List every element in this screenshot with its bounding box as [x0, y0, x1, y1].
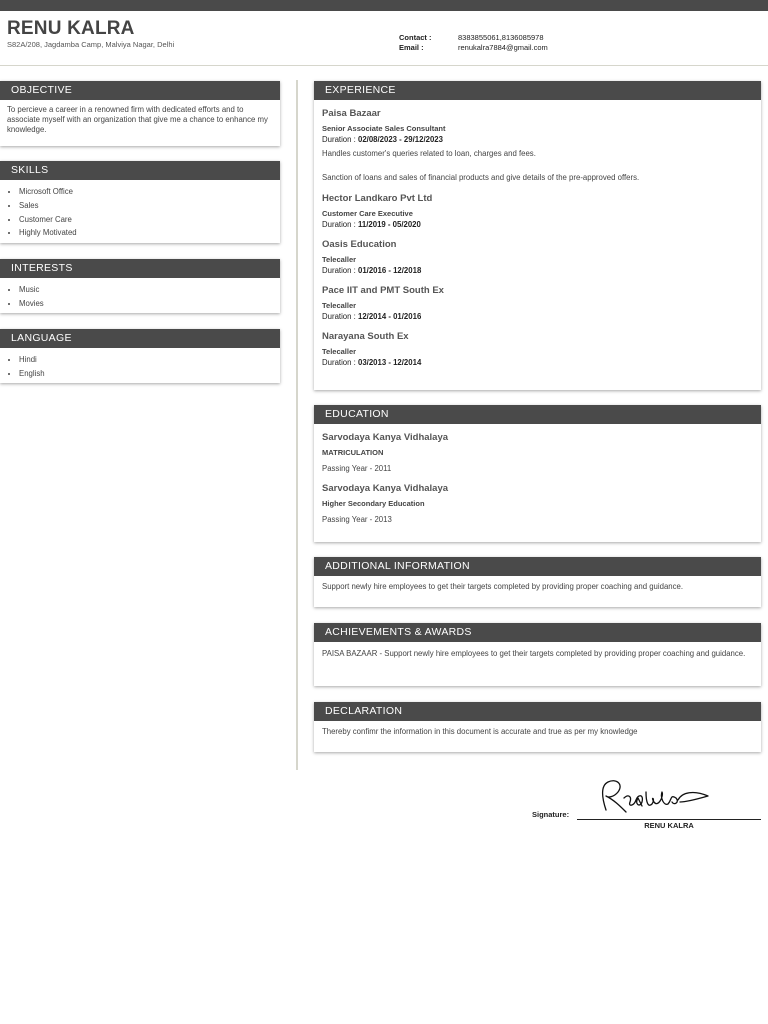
section-title: INTERESTS — [0, 259, 280, 278]
list-item: • Music — [19, 283, 273, 297]
contact-block — [399, 33, 548, 53]
education-entry — [322, 483, 753, 524]
achievements-section — [314, 623, 761, 686]
duration-value: 02/08/2023 - 29/12/2023 — [357, 135, 443, 144]
declaration-section — [314, 702, 761, 752]
candidate-address: S82A/208, Jagdamba Camp, Malviya Nagar, Delhi — [7, 40, 175, 49]
email-row — [399, 43, 548, 53]
declaration-text: Thereby confimr the information in this document is accurate and true as per my knowledge — [322, 727, 638, 736]
experience-entry — [322, 239, 753, 275]
school-name: Sarvodaya Kanya Vidhalaya — [322, 432, 449, 443]
passing-year: Passing Year - 2013 — [322, 515, 392, 524]
job-role: Telecaller — [322, 255, 357, 264]
signature-name: RENU KALRA — [644, 821, 694, 830]
education-section — [314, 405, 761, 542]
section-title: ADDITIONAL INFORMATION — [314, 557, 761, 576]
skills-section — [0, 161, 280, 243]
additional-info-section — [314, 557, 761, 607]
top-bar — [0, 0, 768, 11]
list-item: • Customer Care — [19, 213, 273, 227]
interests-body — [0, 278, 280, 316]
signature-line — [577, 819, 761, 820]
education-level: Higher Secondary Education — [322, 499, 425, 508]
section-title: ACHIEVEMENTS & AWARDS — [314, 623, 761, 642]
job-duration — [322, 358, 753, 367]
contact-row — [399, 33, 548, 43]
company-name: Hector Landkaro Pvt Ltd — [322, 193, 433, 204]
list-item: • Microsoft Office — [19, 185, 273, 199]
experience-entry — [322, 331, 753, 367]
duration-value: 12/2014 - 01/2016 — [357, 312, 422, 321]
duration-value: 03/2013 - 12/2014 — [357, 358, 422, 367]
interests-list — [7, 283, 273, 311]
section-title: DECLARATION — [314, 702, 761, 721]
list-item: • Highly Motivated — [19, 226, 273, 240]
experience-entry — [322, 108, 753, 183]
job-role: Senior Associate Sales Consultant — [322, 124, 446, 133]
list-item: • Hindi — [19, 353, 273, 367]
job-role: Telecaller — [322, 301, 357, 310]
objective-section — [0, 81, 280, 146]
job-duration — [322, 135, 753, 144]
list-item: • Sales — [19, 199, 273, 213]
language-section — [0, 329, 280, 383]
company-name: Pace IIT and PMT South Ex — [322, 285, 444, 296]
experience-body — [314, 100, 761, 383]
company-name: Narayana South Ex — [322, 331, 409, 342]
duration-label: Duration : — [322, 312, 358, 321]
education-level: MATRICULATION — [322, 448, 384, 457]
job-role: Telecaller — [322, 347, 357, 356]
signature-image — [594, 776, 714, 818]
duration-label: Duration : — [322, 266, 358, 275]
section-title: SKILLS — [0, 161, 280, 180]
section-title: LANGUAGE — [0, 329, 280, 348]
list-item: • Movies — [19, 297, 273, 311]
header-divider — [0, 65, 768, 66]
skills-list — [7, 185, 273, 240]
section-title: EXPERIENCE — [314, 81, 761, 100]
language-list — [7, 353, 273, 381]
job-duration — [322, 266, 753, 275]
interests-section — [0, 259, 280, 313]
achievements-text: PAISA BAZAAR - Support newly hire employees to get their targets completed by providing proper coaching and guidance. — [322, 649, 746, 658]
job-duration — [322, 312, 753, 321]
duration-value: 11/2019 - 05/2020 — [357, 220, 421, 229]
school-name: Sarvodaya Kanya Vidhalaya — [322, 483, 449, 494]
education-entry — [322, 432, 753, 473]
job-role: Customer Care Executive — [322, 209, 413, 218]
contact-label: Contact : — [399, 33, 432, 42]
objective-text: To percieve a career in a renowned firm with dedicated efforts and to associate myself with an organization that give me a chance to enhance my knowledge. — [7, 105, 268, 134]
section-title: EDUCATION — [314, 405, 761, 424]
email-label: Email : — [399, 43, 424, 52]
list-item: • English — [19, 367, 273, 381]
contact-value: 8383855061,8136085978 — [458, 33, 544, 42]
duration-value: 01/2016 - 12/2018 — [357, 266, 422, 275]
experience-entry — [322, 193, 753, 229]
language-body — [0, 348, 280, 386]
job-description: Sanction of loans and sales of financial products and give details of the pre-approved offers. — [322, 173, 640, 182]
duration-label: Duration : — [322, 358, 358, 367]
additional-info-text: Support newly hire employees to get their targets completed by providing proper coaching and guidance. — [322, 582, 684, 591]
experience-entry — [322, 285, 753, 321]
column-divider — [296, 80, 298, 770]
candidate-name: RENU KALRA — [7, 18, 135, 39]
email-value: renukalra7884@gmail.com — [458, 43, 548, 52]
signature-label: Signature: — [532, 810, 570, 819]
duration-label: Duration : — [322, 135, 358, 144]
company-name: Paisa Bazaar — [322, 108, 381, 119]
education-body — [314, 424, 761, 540]
skills-body — [0, 180, 280, 245]
passing-year: Passing Year - 2011 — [322, 464, 392, 473]
section-title: OBJECTIVE — [0, 81, 280, 100]
job-description: Handles customer's queries related to loan, charges and fees. — [322, 149, 536, 158]
duration-label: Duration : — [322, 220, 358, 229]
job-duration — [322, 220, 753, 229]
company-name: Oasis Education — [322, 239, 397, 250]
experience-section — [314, 81, 761, 390]
